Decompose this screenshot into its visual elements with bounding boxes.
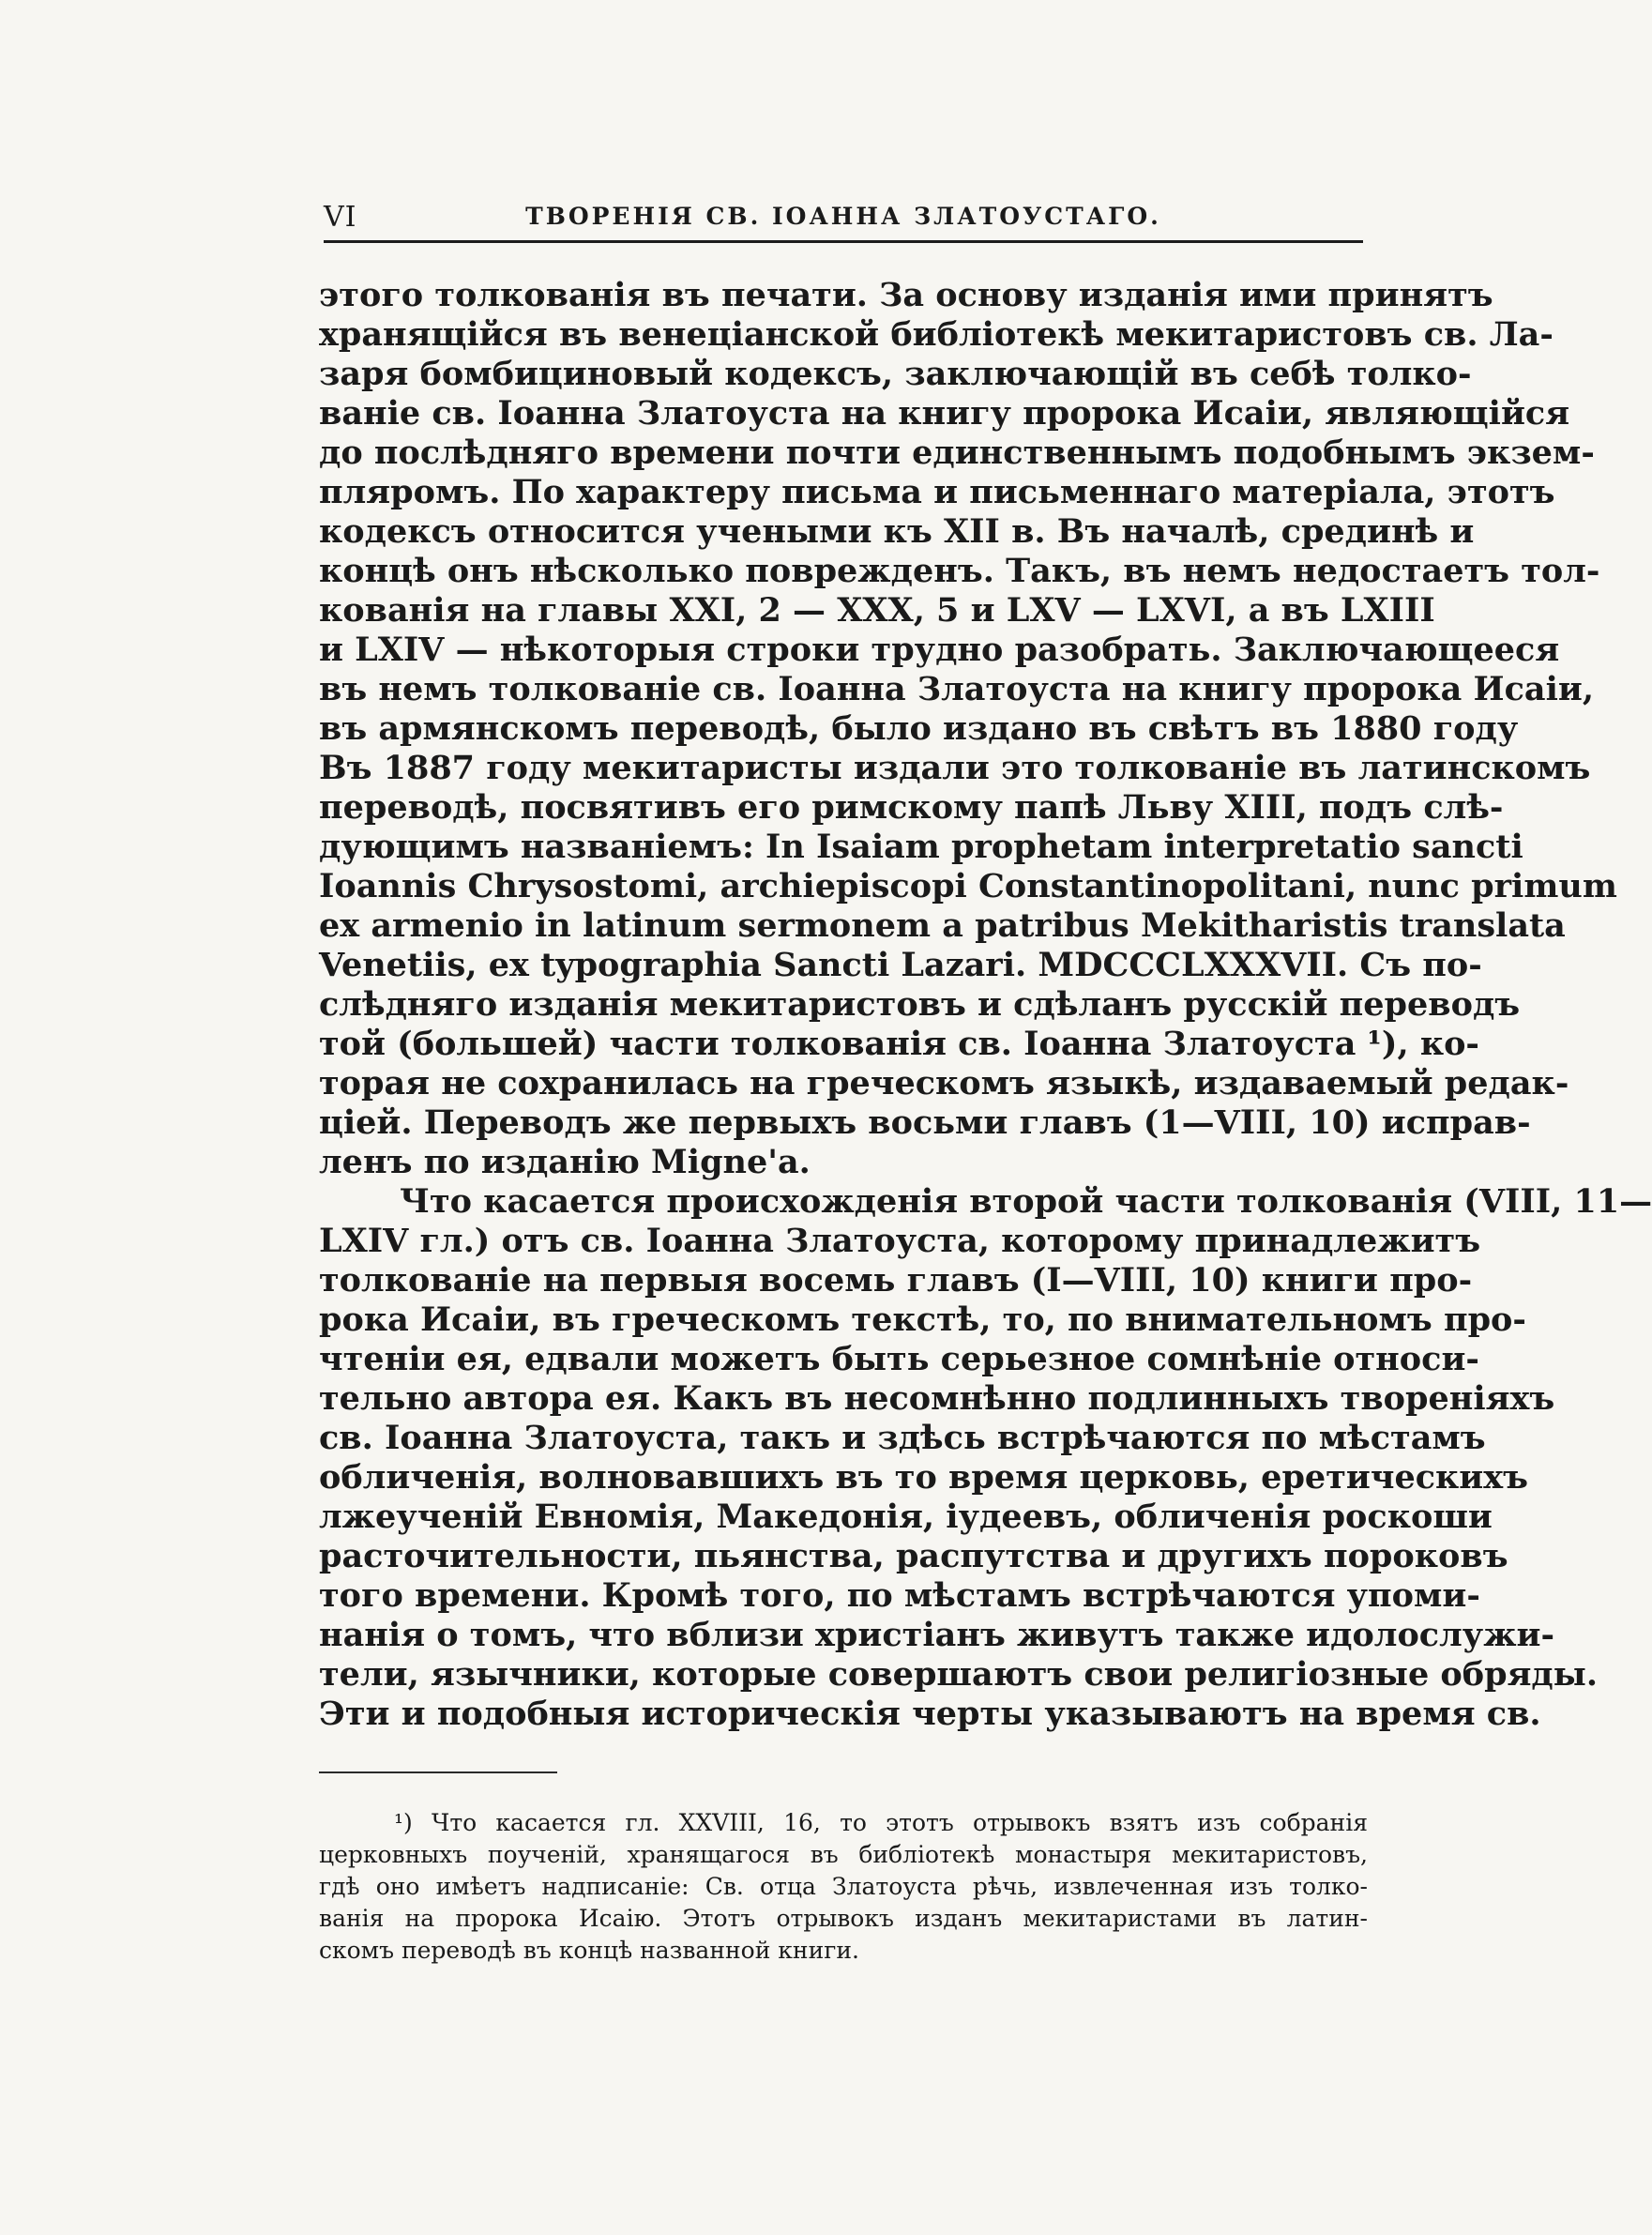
page-number: VI	[324, 201, 357, 234]
text-line: Что касается происхожденія второй части толкованія (VIII, 11—	[400, 1182, 1652, 1221]
footnote-separator	[319, 1771, 557, 1773]
footnote-line: скомъ переводѣ въ концѣ названной книги.	[319, 1937, 859, 1964]
text-line: хранящійся въ венеціанской библіотекѣ мекитаристовъ св. Ла-	[319, 315, 1553, 354]
text-line: LXIV гл.) отъ св. Іоанна Златоуста, которому принадлежитъ	[319, 1222, 1481, 1260]
text-line: дующимъ названіемъ: In Isaiam prophetam interpretatio sancti	[319, 828, 1523, 866]
text-line: этого толкованія въ печати. За основу изданія ими принятъ	[319, 276, 1493, 314]
text-line: до послѣдняго времени почти единственнымъ подобнымъ экзем-	[319, 433, 1595, 472]
footnote	[319, 1807, 1368, 1967]
text-line: Эти и подобныя историческія черты указываютъ на время св.	[319, 1695, 1541, 1733]
text-line: пляромъ. По характеру письма и письменнаго матеріала, этотъ	[319, 473, 1555, 511]
text-line: обличенія, волновавшихъ въ то время церковь, еретическихъ	[319, 1458, 1528, 1497]
text-line: Въ 1887 году мекитаристы издали это толкованіе въ латинскомъ	[319, 749, 1591, 787]
text-line: той (большей) части толкованія св. Іоанна Златоуста ¹), ко-	[319, 1025, 1479, 1063]
text-line: кодексъ относится учеными къ XII в. Въ началѣ, срединѣ и	[319, 512, 1475, 551]
text-line: нанія о томъ, что вблизи христіанъ живутъ также идолослужи-	[319, 1616, 1555, 1654]
text-line: тели, язычники, которые совершаютъ свои религіозные обряды.	[319, 1655, 1599, 1694]
text-line: ваніе св. Іоанна Златоуста на книгу пророка Исаіи, являющійся	[319, 394, 1570, 433]
text-line: св. Іоанна Златоуста, такъ и здѣсь встрѣчаются по мѣстамъ	[319, 1419, 1486, 1457]
text-line: ціей. Переводъ же первыхъ восьми главъ (1—VIII, 10) исправ-	[319, 1103, 1531, 1142]
text-line: и LXIV — нѣкоторыя строки трудно разобрать. Заключающееся	[319, 631, 1560, 669]
text-line: кованія на главы XXI, 2 — XXX, 5 и LXV — LXVI, а въ LXIII	[319, 591, 1435, 630]
text-line: толкованіе на первыя восемь главъ (I—VIII, 10) книги про-	[319, 1261, 1473, 1300]
text-line: слѣдняго изданія мекитаристовъ и сдѣланъ русскій переводъ	[319, 985, 1521, 1024]
text-line: рока Исаіи, въ греческомъ текстѣ, то, по внимательномъ про-	[319, 1300, 1526, 1339]
paragraph-1	[319, 276, 1617, 1182]
paragraph-2	[319, 1182, 1652, 1734]
text-line: переводѣ, посвятивъ его римскому папѣ Льву XIII, подъ слѣ-	[319, 788, 1504, 827]
footnote-line: церковныхъ поученій, хранящагося въ библіотекѣ монастыря мекитаристовъ,	[319, 1841, 1368, 1868]
main-text	[319, 276, 1652, 1734]
text-line: тельно автора ея. Какъ въ несомнѣнно подлинныхъ твореніяхъ	[319, 1379, 1555, 1418]
text-line: чтеніи ея, едвали можетъ быть серьезное сомнѣніе относи-	[319, 1340, 1479, 1378]
page-header	[324, 195, 1363, 243]
text-line: въ немъ толкованіе св. Іоанна Златоуста на книгу пророка Исаіи,	[319, 670, 1595, 708]
footnote-line: ¹) Что касается гл. XXVIII, 16, то этотъ отрывокъ взятъ изъ собранія	[394, 1809, 1368, 1836]
footnote-line: ванія на пророка Исаію. Этотъ отрывокъ изданъ мекитаристами въ латин-	[319, 1905, 1368, 1932]
text-line: того времени. Кромѣ того, по мѣстамъ встрѣчаются упоми-	[319, 1576, 1480, 1615]
text-line: расточительности, пьянства, распутства и другихъ пороковъ	[319, 1537, 1508, 1575]
text-line: ex armenio in latinum sermonem a patribus Mekitharistis translata	[319, 906, 1566, 945]
text-line: въ армянскомъ переводѣ, было издано въ свѣтъ въ 1880 году	[319, 709, 1519, 748]
text-line: торая не сохранилась на греческомъ языкѣ, издаваемый редак-	[319, 1064, 1569, 1102]
text-line: ленъ по изданію Migne'a.	[319, 1143, 811, 1181]
text-line: Venetiis, ex typographia Sancti Lazari. MDCCCLXXXVII. Съ по-	[319, 946, 1482, 984]
text-line: концѣ онъ нѣсколько поврежденъ. Такъ, въ немъ недостаетъ тол-	[319, 552, 1600, 590]
text-line: заря бомбициновый кодексъ, заключающій въ себѣ толко-	[319, 355, 1472, 393]
footnote-line: гдѣ оно имѣетъ надписаніе: Св. отца Златоуста рѣчь, извлеченная изъ толко-	[319, 1873, 1368, 1900]
text-line: лжеученій Евномія, Македонія, іудеевъ, обличенія роскоши	[319, 1498, 1493, 1536]
running-title: ТВОРЕНІЯ СВ. ІОАННА ЗЛАТОУСТАГО.	[525, 203, 1161, 230]
text-line: Ioannis Chrysostomi, archiepiscopi Constantinopolitani, nunc primum	[319, 867, 1617, 905]
